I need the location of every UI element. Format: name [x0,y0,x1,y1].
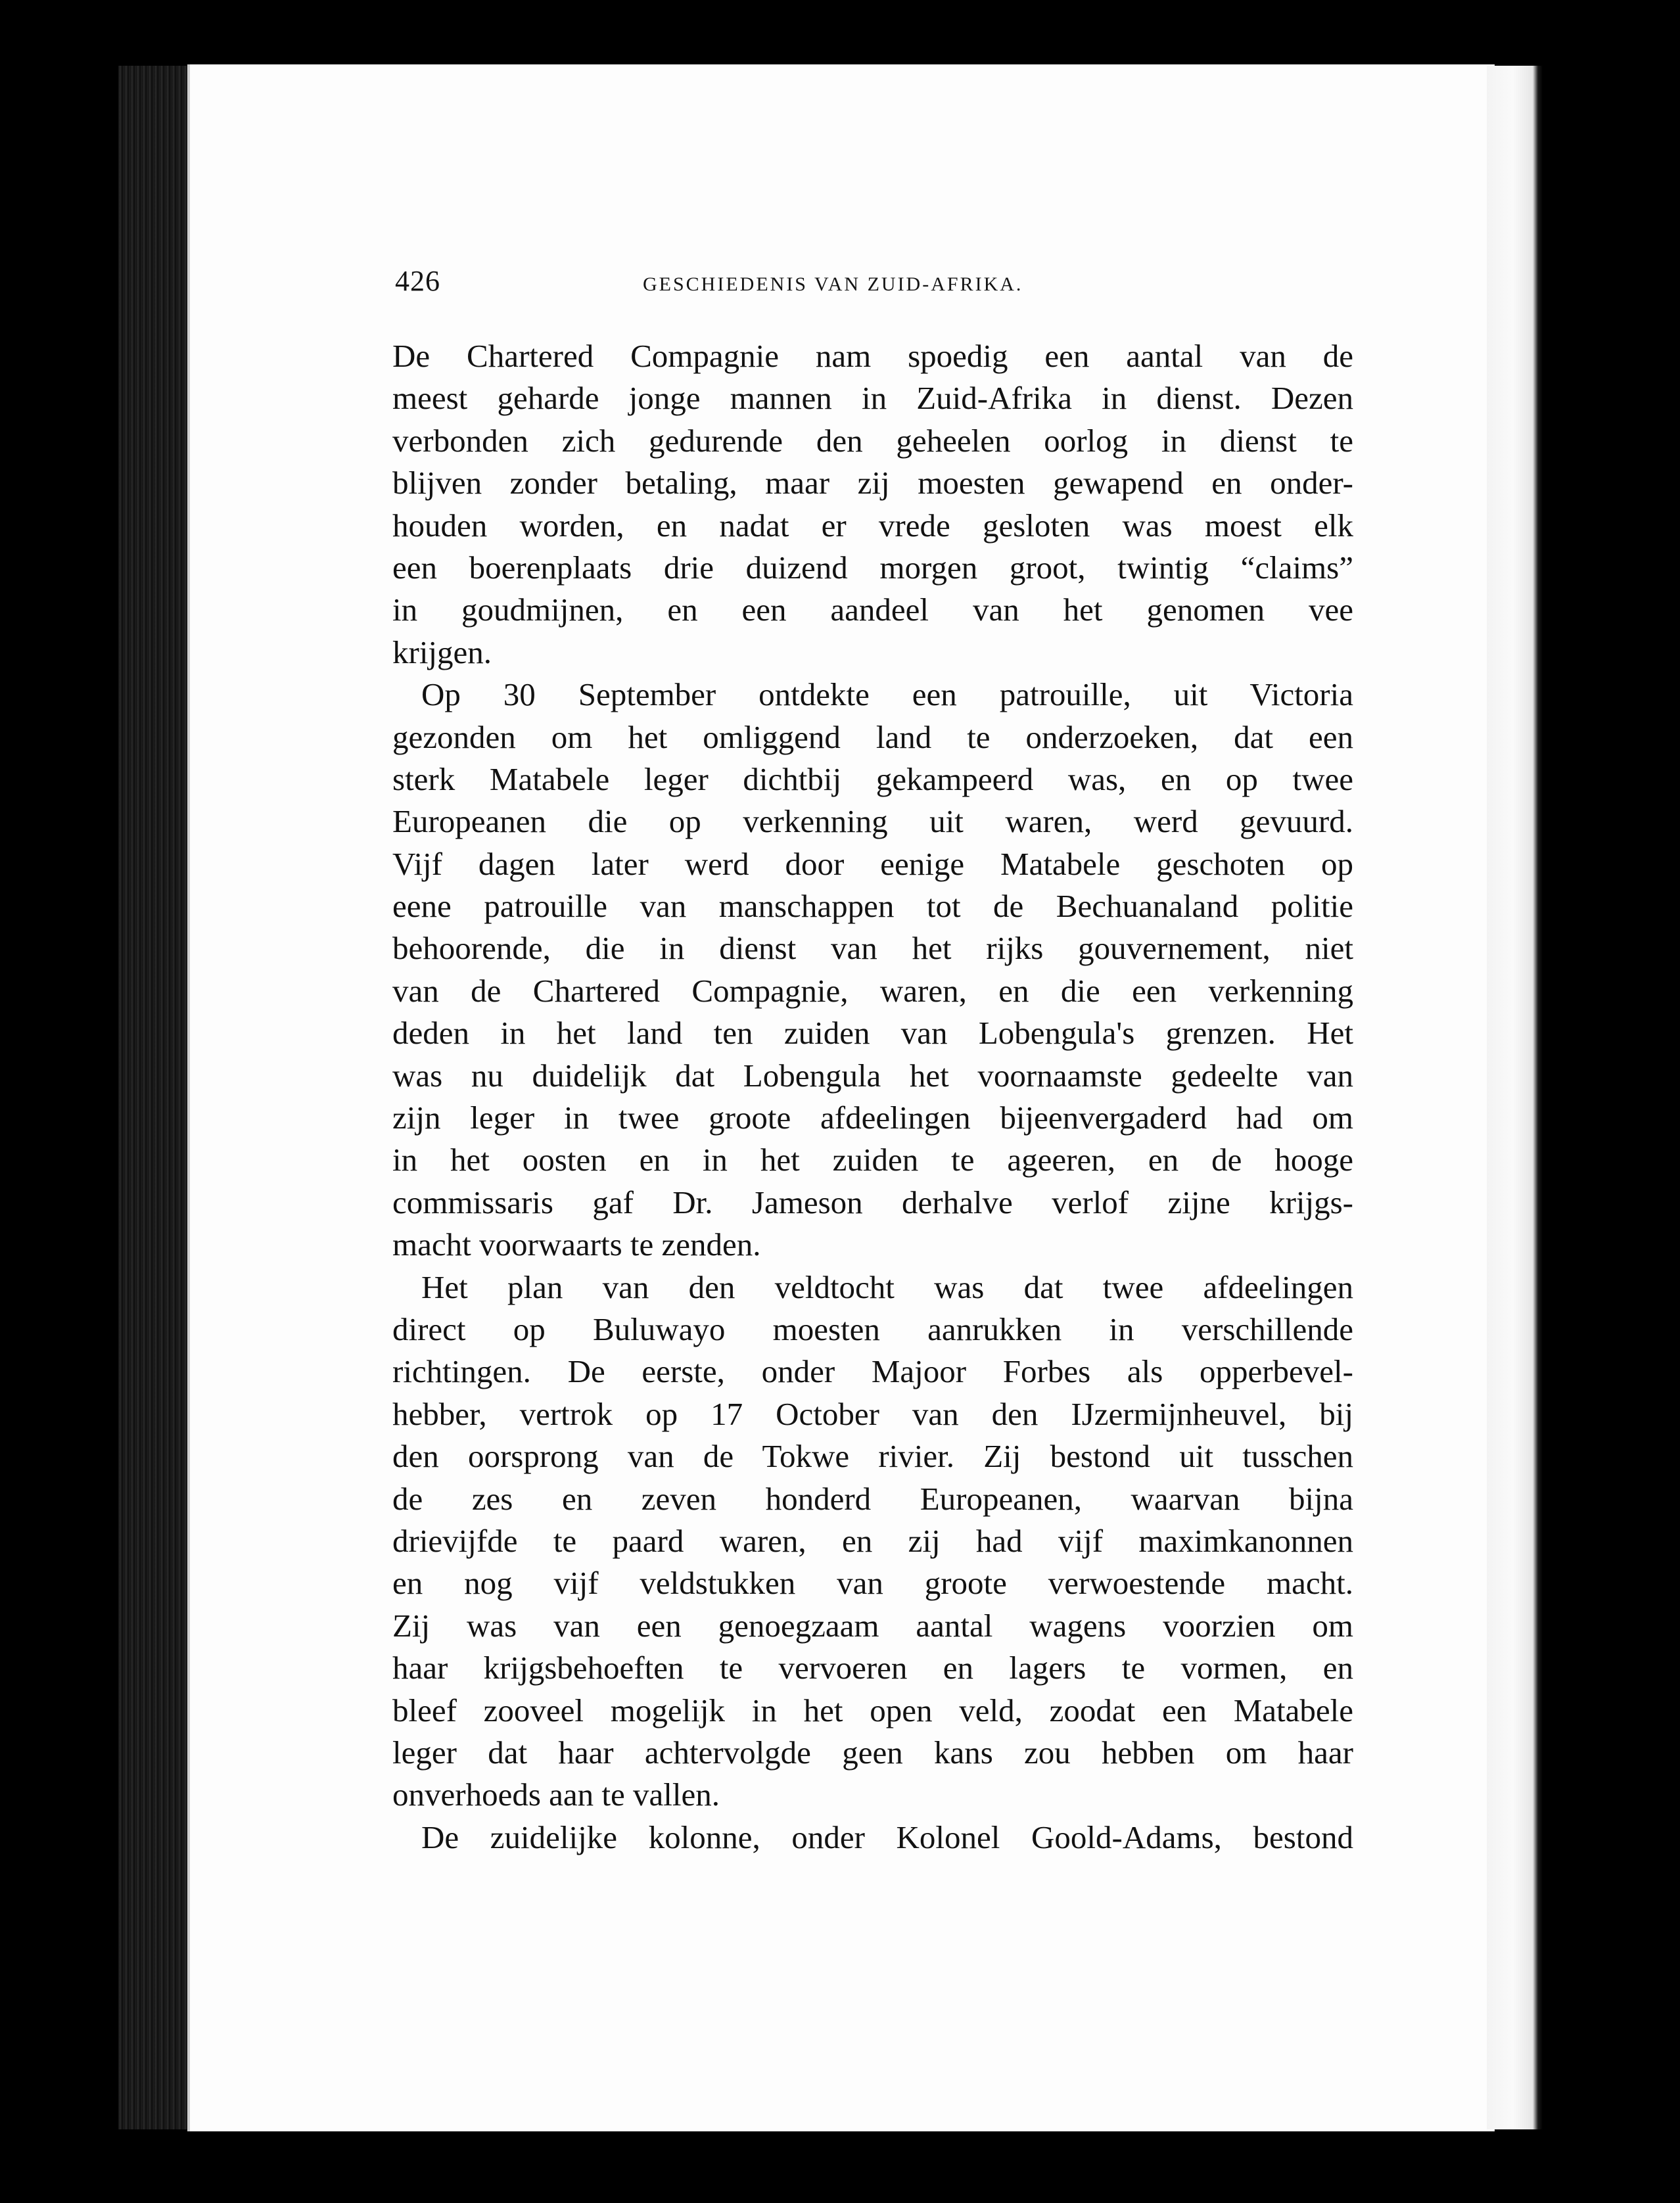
book-fore-edge [118,66,191,2129]
text-line: en nog vijf veldstukken van groote verwoestende macht. [392,1565,1353,1602]
text-line: de zes en zeven honderd Europeanen, waarvan bijna [392,1480,1353,1517]
running-title: GESCHIEDENIS VAN ZUID-AFRIKA. [643,273,1023,295]
text-line: eene patrouille van manschappen tot de Bechuanaland politie [392,888,1353,925]
text-line: Op 30 September ontdekte een patrouille, uit Victoria [421,676,1353,713]
text-line: verbonden zich gedurende den geheelen oorlog in dienst te [392,422,1353,459]
text-line: deden in het land ten zuiden van Lobengula's grenzen. Het [392,1015,1353,1052]
body-text [392,335,1353,1859]
text-line: meest geharde jonge mannen in Zuid-Afrika in dienst. Dezen [392,380,1353,417]
text-line: van de Chartered Compagnie, waren, en die een verkenning [392,972,1353,1009]
text-line: Zij was van een genoegzaam aantal wagens voorzien om [392,1607,1353,1644]
text-line: De zuidelijke kolonne, onder Kolonel Goold-Adams, bestond [421,1819,1353,1855]
book-gutter [1487,66,1543,2129]
text-line: haar krijgsbehoeften te vervoeren en lagers te vormen, en [392,1650,1353,1686]
running-head [395,264,1361,304]
text-line: in het oosten en in het zuiden te ageeren, en de hooge [392,1142,1353,1178]
text-line: Het plan van den veldtocht was dat twee afdeelingen [421,1268,1353,1305]
text-line: krijgen. [392,634,492,670]
text-line: direct op Buluwayo moesten aanrukken in verschillende [392,1310,1353,1347]
text-line: macht voorwaarts te zenden. [392,1226,761,1263]
page-number: 426 [395,265,440,297]
scan-speck [762,12,766,17]
text-line: Vijf dagen later werd door eenige Matabele geschoten op [392,845,1353,882]
scan-speck [839,2153,844,2156]
text-line: een boerenplaats drie duizend morgen groot, twintig “claims” [392,549,1353,586]
text-line: den oorsprong van de Tokwe rivier. Zij bestond uit tusschen [392,1438,1353,1475]
text-line: sterk Matabele leger dichtbij gekampeerd was, en op twee [392,760,1353,797]
text-line: blijven zonder betaling, maar zij moesten gewapend en onder- [392,465,1353,501]
text-line: Europeanen die op verkenning uit waren, werd gevuurd. [392,803,1353,840]
text-line: was nu duidelijk dat Lobengula het voornaamste gedeelte van [392,1057,1353,1094]
text-line: De Chartered Compagnie nam spoedig een aantal van de [392,338,1353,374]
text-line: drievijfde te paard waren, en zij had vijf maximkanonnen [392,1522,1353,1559]
text-line: leger dat haar achtervolgde geen kans zou hebben om haar [392,1734,1353,1771]
text-line: gezonden om het omliggend land te onderzoeken, dat een [392,718,1353,755]
text-line: behoorende, die in dienst van het rijks gouvernement, niet [392,930,1353,967]
text-line: in goudmijnen, en een aandeel van het genomen vee [392,591,1353,628]
text-line: hebber, vertrok op 17 October van den IJzermijnheuvel, bij [392,1395,1353,1432]
text-line: commissaris gaf Dr. Jameson derhalve verlof zijne krijgs- [392,1184,1353,1220]
text-line: zijn leger in twee groote afdeelingen bijeenvergaderd had om [392,1100,1353,1136]
text-line: houden worden, en nadat er vrede gesloten was moest elk [392,507,1353,544]
text-line: richtingen. De eerste, onder Majoor Forbes als opperbevel- [392,1353,1353,1390]
text-line: bleef zooveel mogelijk in het open veld, zoodat een Matabele [392,1692,1353,1728]
text-line: onverhoeds aan te vallen. [392,1776,720,1813]
